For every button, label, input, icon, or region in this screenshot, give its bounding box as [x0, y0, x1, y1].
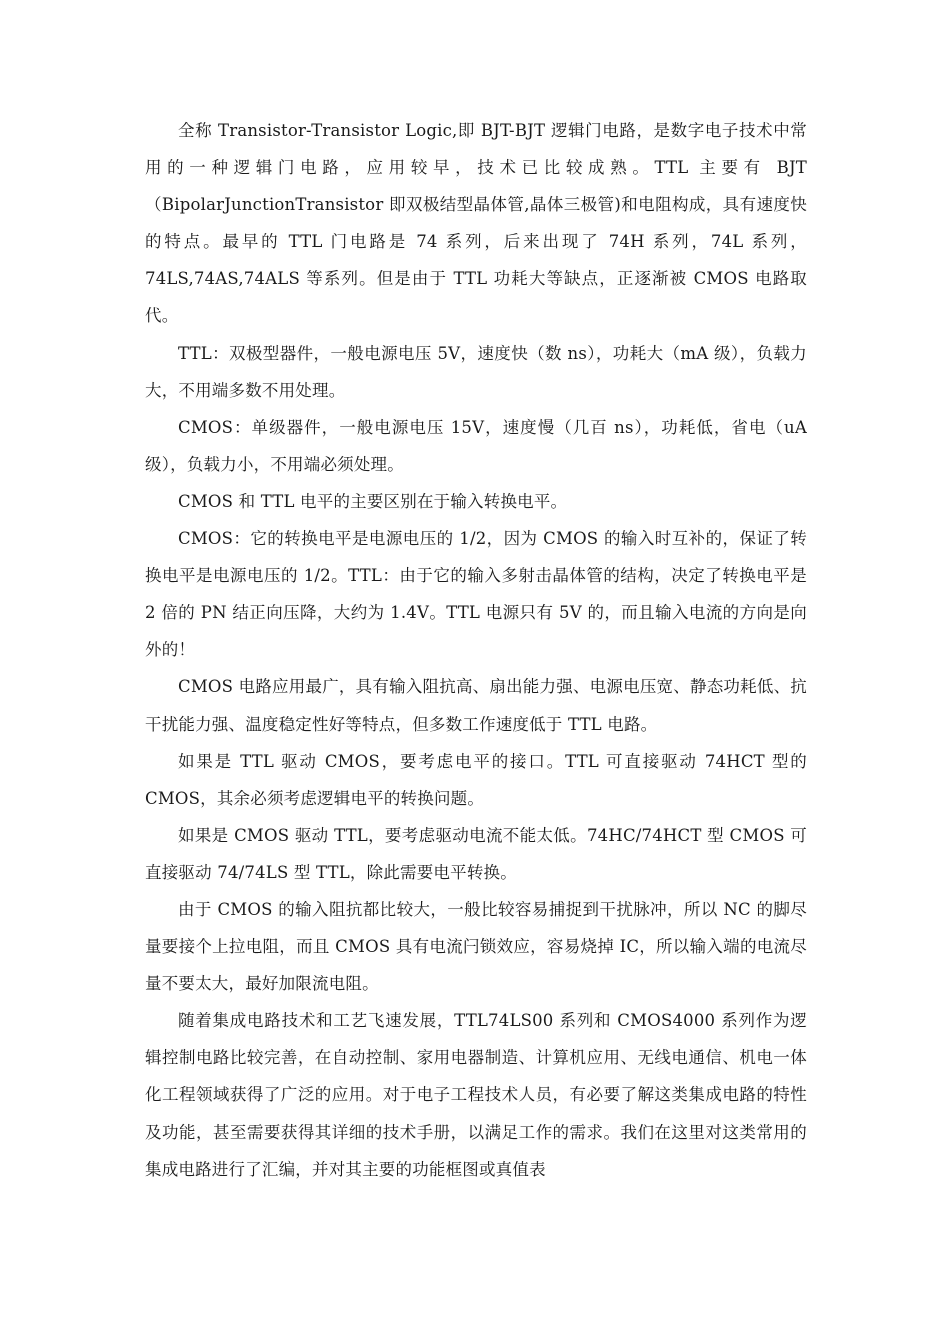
paragraph-input-protection: 由于 CMOS 的输入阻抗都比较大，一般比较容易捕捉到干扰脉冲，所以 NC 的脚尽量要接个上拉电阻，而且 CMOS 具有电流闩锁效应，容易烧掉 IC，所以输入端的电流尽量不要太大，最好加限流电阻。 — [145, 899, 807, 994]
document-body — [145, 112, 807, 1188]
paragraph-ic-compilation: 随着集成电路技术和工艺飞速发展，TTL74LS00 系列和 CMOS4000 系列作为逻辑控制电路比较完善，在自动控制、家用电器制造、计算机应用、无线电通信、机电一体化工程领域获得了广泛的应用。对于电子工程技术人员，有必要了解这类集成电路的特性及功能，甚至需要获得其详细的技术手册，以满足工作的需求。我们在这里对这类常用的集成电路进行了汇编，并对其主要的功能框图或真值表 — [145, 1011, 807, 1179]
paragraph-cmos-drive-ttl: 如果是 CMOS 驱动 TTL，要考虑驱动电流不能太低。74HC/74HCT 型 CMOS 可直接驱动 74/74LS 型 TTL，除此需要电平转换。 — [145, 825, 807, 882]
paragraph-ttl-drive-cmos: 如果是 TTL 驱动 CMOS，要考虑电平的接口。TTL 可直接驱动 74HCT 型的 CMOS，其余必须考虑逻辑电平的转换问题。 — [145, 751, 807, 808]
paragraph-level-difference: CMOS 和 TTL 电平的主要区别在于输入转换电平。 — [178, 491, 568, 511]
paragraph-threshold-levels: CMOS：它的转换电平是电源电压的 1/2，因为 CMOS 的输入时互补的，保证了转换电平是电源电压的 1/2。TTL：由于它的输入多射击晶体管的结构，决定了转换电平是 2 倍的 PN 结正向压降，大约为 1.4V。TTL 电源只有 5V 的，而且输入电流的方向是向外的！ — [145, 529, 807, 660]
paragraph-cmos-applications: CMOS 电路应用最广，具有输入阻抗高、扇出能力强、电源电压宽、静态功耗低、抗干扰能力强、温度稳定性好等特点，但多数工作速度低于 TTL 电路。 — [145, 677, 807, 734]
paragraph-ttl-features: TTL：双极型器件，一般电源电压 5V，速度快（数 ns），功耗大（mA 级），负载力大，不用端多数不用处理。 — [145, 343, 807, 400]
paragraph-ttl-intro: 全称 Transistor-Transistor Logic,即 BJT-BJT 逻辑门电路，是数字电子技术中常用的一种逻辑门电路，应用较早，技术已比较成熟。TTL 主要有 BJT（BipolarJunctionTransistor 即双极结型晶体管,晶体三极管)和电阻构成，具有速度快的特点。最早的 TTL 门电路是 74 系列，后来出现了 74H 系列，74L 系列，74LS,74AS,74ALS 等系列。但是由于 TTL 功耗大等缺点，正逐渐被 CMOS 电路取代。 — [145, 121, 807, 326]
paragraph-cmos-features: CMOS：单级器件，一般电源电压 15V，速度慢（几百 ns），功耗低，省电（uA 级），负载力小，不用端必须处理。 — [145, 417, 807, 474]
